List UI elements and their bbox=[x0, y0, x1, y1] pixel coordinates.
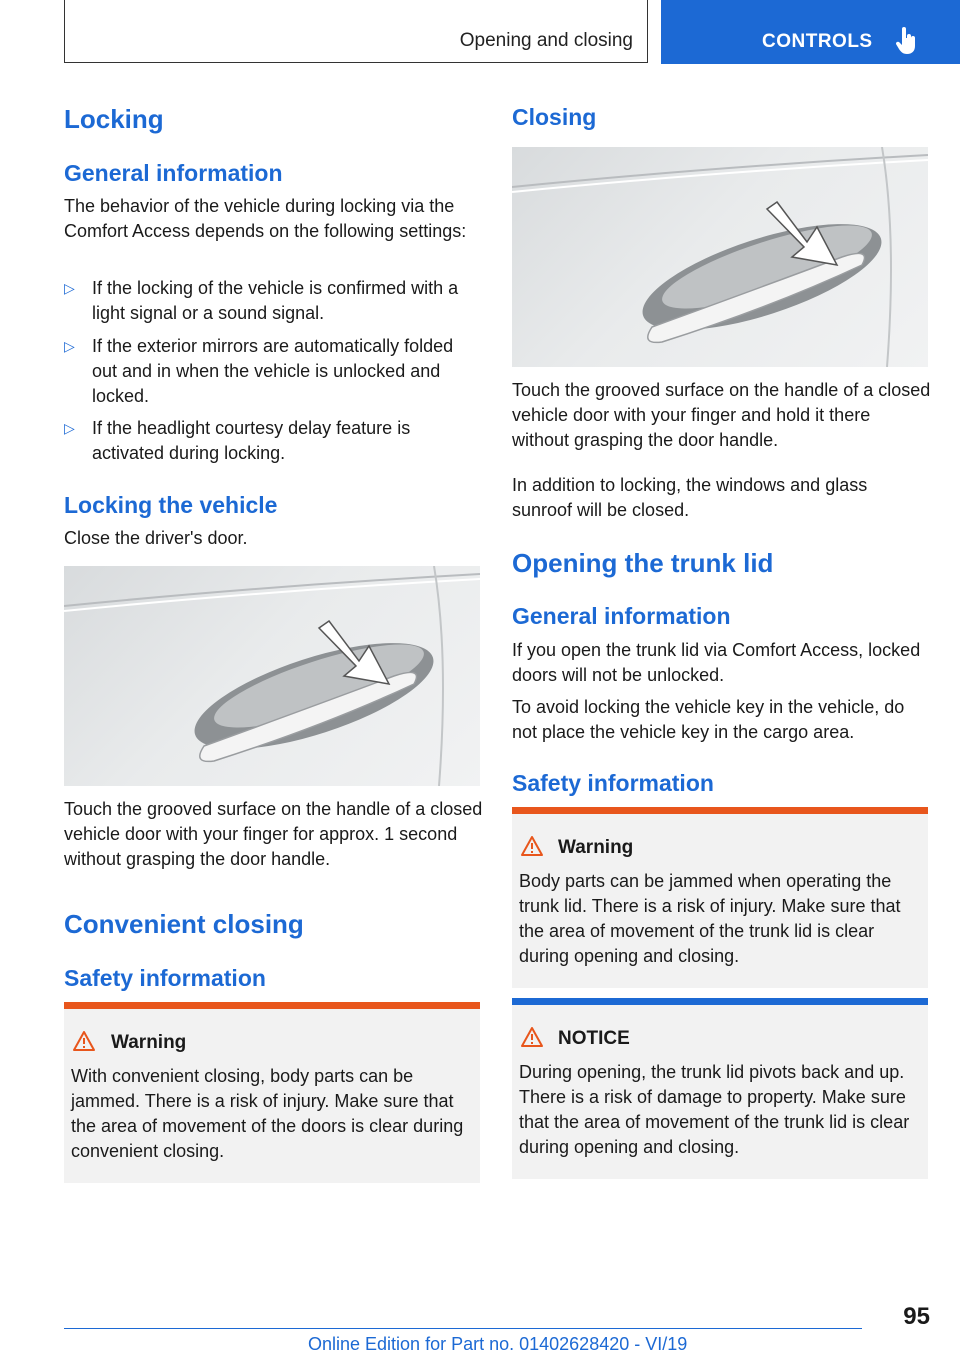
trunk-general-text-2: To avoid locking the vehicle key in the vehicle, do not place the vehicle key in the cargo area. bbox=[512, 697, 905, 742]
notice-title: NOTICE bbox=[558, 1028, 630, 1049]
warning-title: Warning bbox=[558, 837, 634, 858]
triangle-bullet-icon: ▷ bbox=[64, 280, 75, 296]
list-item: ▷ If the locking of the vehicle is confirmed with a light signal or a sound signal. bbox=[64, 278, 459, 323]
convenient-closing-title: Convenient closing bbox=[64, 909, 304, 939]
warning-box bbox=[64, 1002, 480, 1183]
page-number: 95 bbox=[903, 1303, 930, 1330]
trunk-general-text-1: If you open the trunk lid via Comfort Access, locked doors will not be unlocked. bbox=[512, 640, 921, 685]
list-item: ▷ If the headlight courtesy delay feature is activated during locking. bbox=[64, 418, 411, 463]
triangle-bullet-icon: ▷ bbox=[64, 338, 75, 354]
closing-heading: Closing bbox=[512, 104, 597, 130]
warning-bar bbox=[64, 1002, 480, 1009]
header-section-box bbox=[64, 0, 648, 63]
closing-extra-text: In addition to locking, the windows and glass sunroof will be closed. bbox=[512, 475, 868, 520]
locking-title: Locking bbox=[64, 104, 164, 134]
notice-triangle-icon bbox=[520, 1026, 544, 1048]
door-handle-illustration bbox=[64, 566, 480, 786]
warning-box bbox=[512, 807, 928, 988]
trunk-safety-heading: Safety information bbox=[512, 770, 714, 796]
trunk-general-heading: General information bbox=[512, 603, 731, 629]
notice-text: During opening, the trunk lid pivots back and up. There is a risk of damage to property. Make sure that the area of movement of the trunk lid is clear during opening and closing. bbox=[519, 1062, 910, 1157]
door-handle-illustration bbox=[512, 147, 928, 367]
trunk-lid-title: Opening the trunk lid bbox=[512, 548, 774, 578]
list-item: ▷ If the exterior mirrors are automatically folded out and in when the vehicle is unlocked and locked. bbox=[64, 336, 454, 406]
warning-title: Warning bbox=[111, 1032, 187, 1053]
warning-text: Body parts can be jammed when operating the trunk lid. There is a risk of injury. Make sure that the area of movement of the trunk lid is clear during opening and closing. bbox=[519, 871, 901, 966]
triangle-bullet-icon: ▷ bbox=[64, 420, 75, 436]
pointing-hand-icon bbox=[896, 27, 918, 55]
closing-caption: Touch the grooved surface on the handle of a closed vehicle door with your finger and hold it there without grasping the door handle. bbox=[512, 380, 931, 450]
header-chapter-title: CONTROLS bbox=[762, 31, 873, 52]
footer-rule bbox=[64, 1328, 862, 1329]
door-handle-image-closing bbox=[512, 147, 928, 367]
warning-triangle-icon bbox=[520, 835, 544, 857]
door-handle-image bbox=[64, 566, 480, 786]
locking-vehicle-heading: Locking the vehicle bbox=[64, 492, 278, 518]
warning-bar bbox=[512, 807, 928, 814]
warning-text: With convenient closing, body parts can be jammed. There is a risk of injury. Make sure that the area of movement of the doors is clear during convenient closing. bbox=[71, 1066, 464, 1161]
notice-bar bbox=[512, 998, 928, 1005]
general-info-heading: General information bbox=[64, 160, 283, 186]
locking-vehicle-text: Close the driver's door. bbox=[64, 528, 248, 548]
safety-info-heading: Safety information bbox=[64, 965, 266, 991]
footer-edition: Online Edition for Part no. 01402628420 - VI/19 bbox=[308, 1334, 688, 1354]
warning-triangle-icon bbox=[72, 1030, 96, 1052]
general-info-text: The behavior of the vehicle during locking via the Comfort Access depends on the following settings: bbox=[64, 196, 467, 241]
header-section-title: Opening and closing bbox=[459, 30, 633, 51]
locking-caption: Touch the grooved surface on the handle of a closed vehicle door with your finger for approx. 1 second without grasping the door handle. bbox=[64, 799, 483, 869]
notice-box bbox=[512, 998, 928, 1179]
header-chapter-tab[interactable] bbox=[661, 0, 960, 64]
